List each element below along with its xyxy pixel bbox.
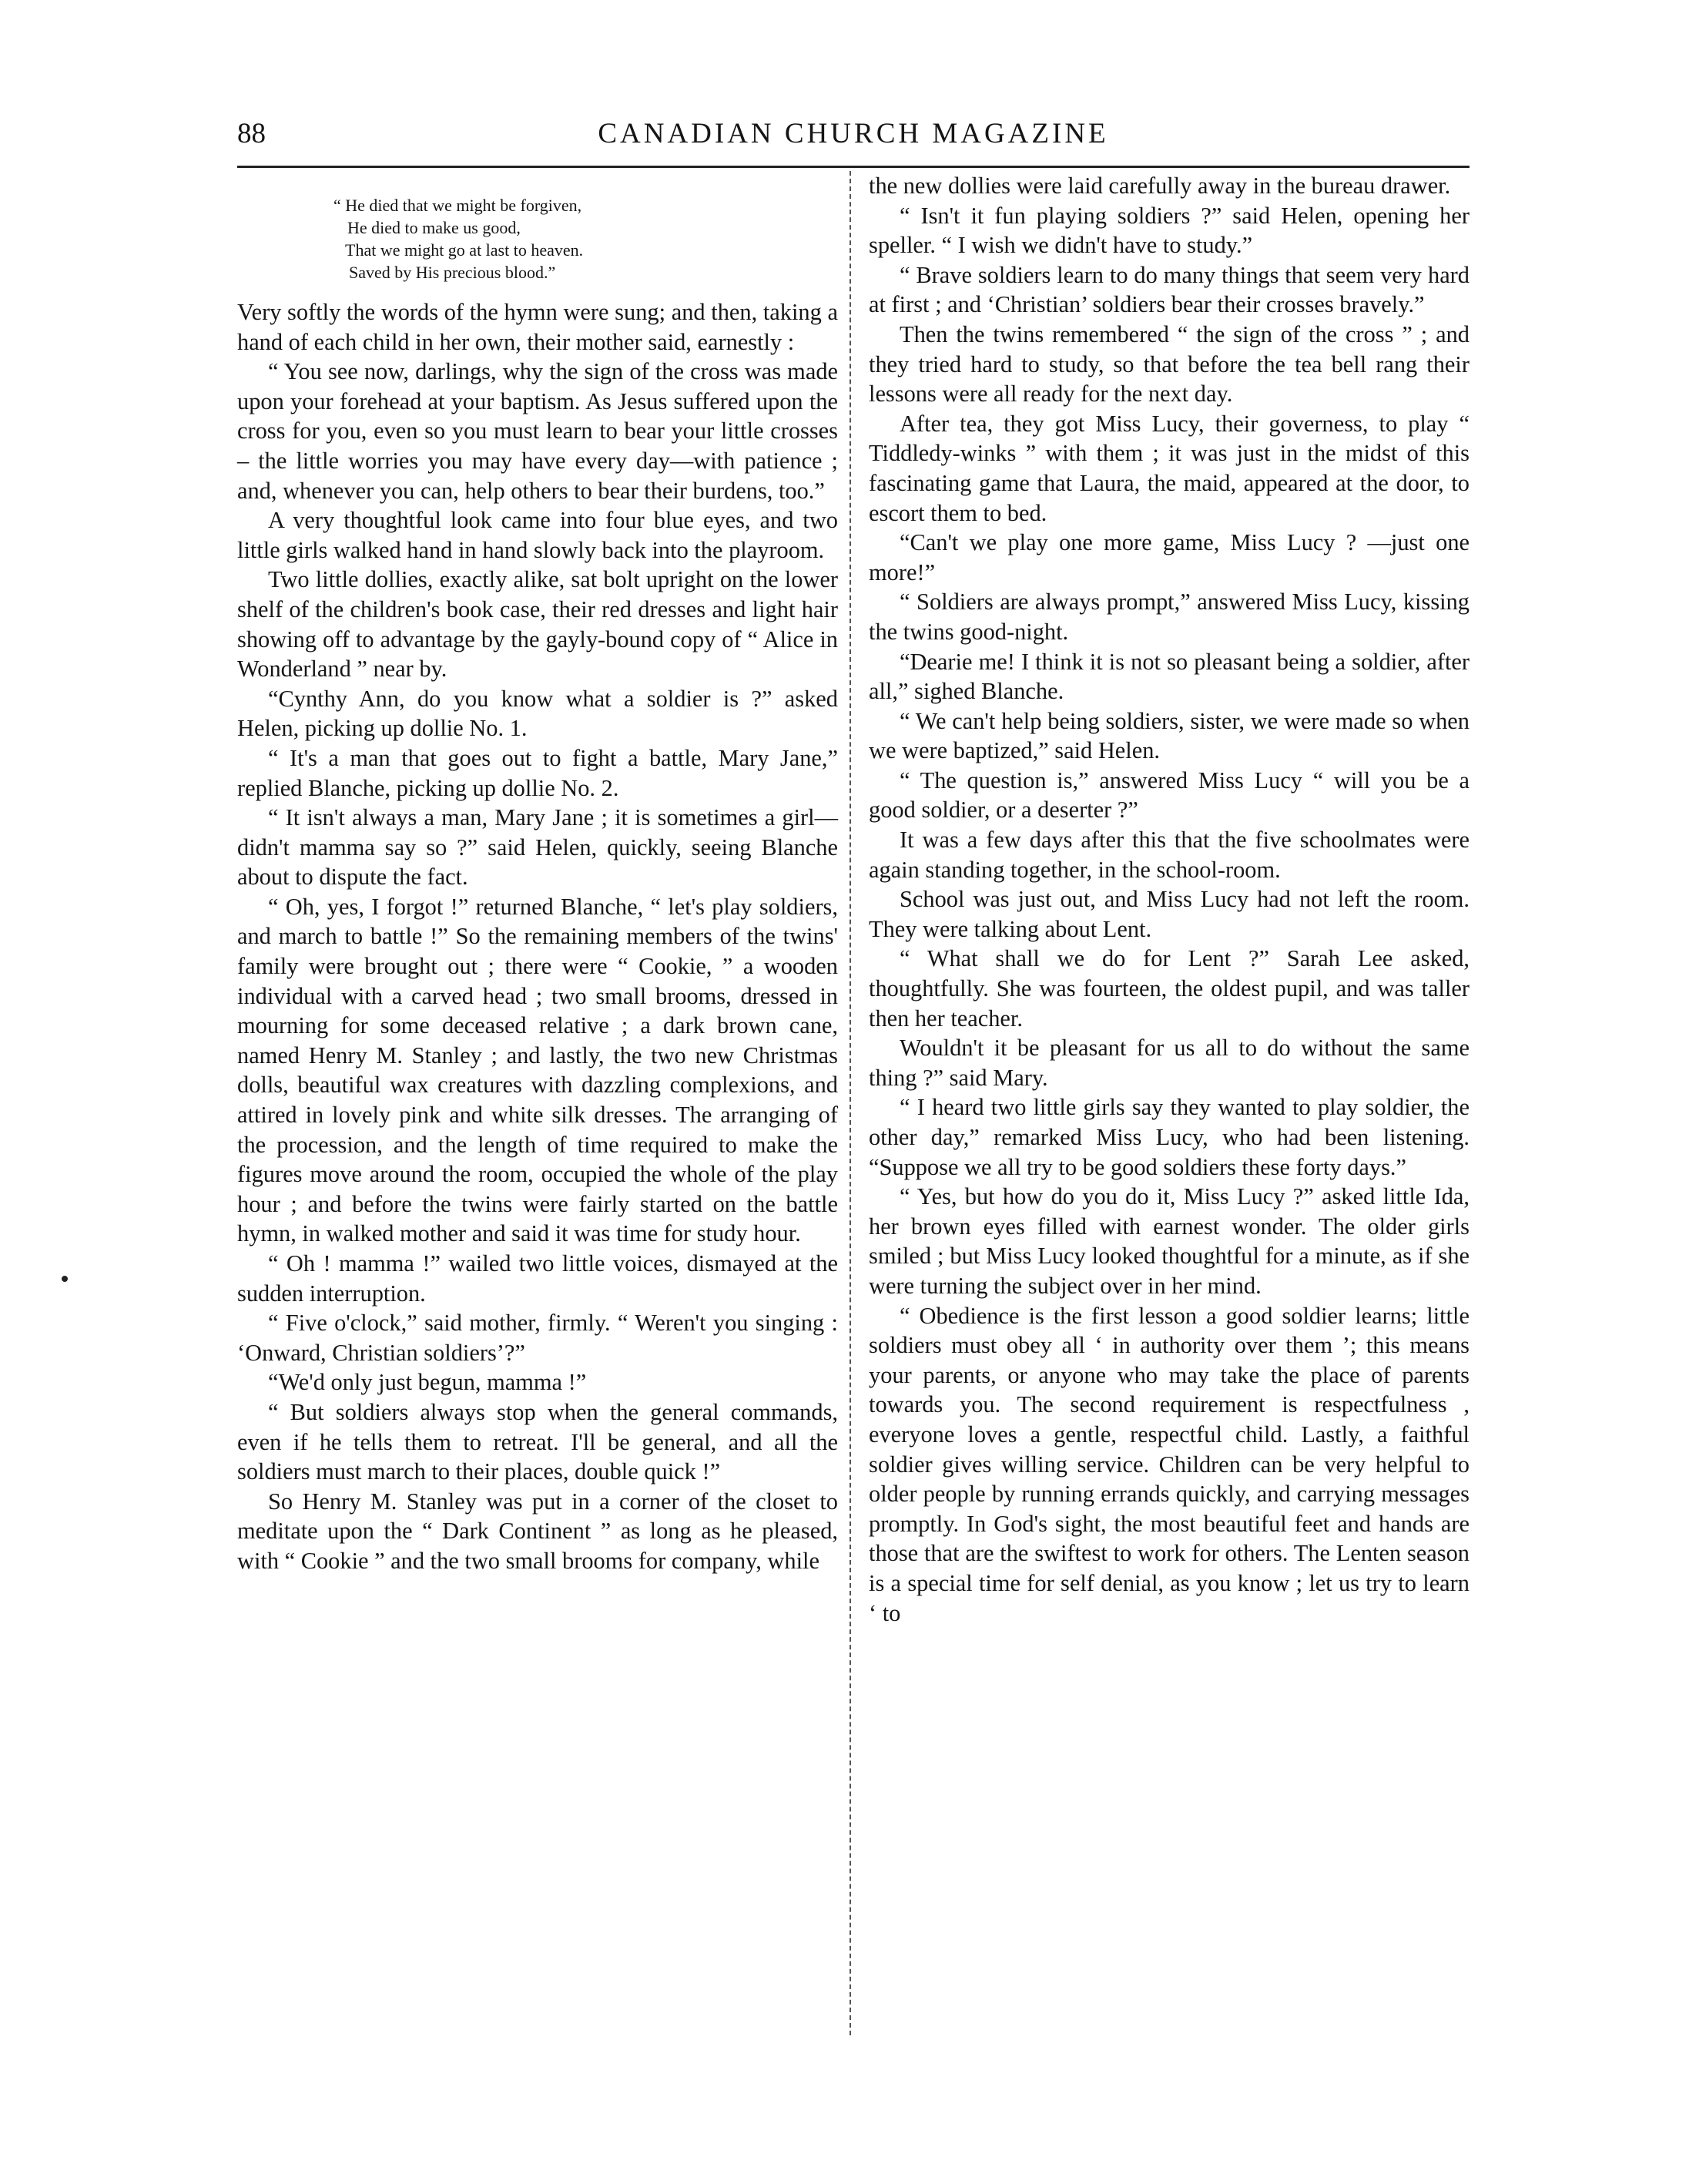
paragraph: “Can't we play one more game, Miss Lucy ? —just one more!” — [869, 529, 1469, 585]
verse-line: That we might go at last to heaven. — [345, 240, 584, 260]
paragraph: “ Brave soldiers learn to do many things that seem very hard at first ; and ‘Christian’ soldiers bear their crosses bravely.” — [869, 261, 1469, 318]
paragraph: “ It's a man that goes out to fight a battle, Mary Jane,” replied Blanche, picking up dollie No. 2. — [237, 744, 838, 801]
paragraph: “ Oh ! mamma !” wailed two little voices, dismayed at the sudden interruption. — [237, 1250, 838, 1307]
paragraph: “ Isn't it fun playing soldiers ?” said Helen, opening her speller. “ I wish we didn't have to study.” — [869, 202, 1469, 259]
paragraph: “ Oh, yes, I forgot !” returned Blanche, “ let's play soldiers, and march to battle !” So the remaining members of the twins' family were brought out ; there were “ Cookie, ” a wooden individual with a carved head ; two small brooms, dressed in mourning for some deceased relative ; a dark brown cane, named Henry M. Stanley ; and lastly, the two new Christmas dolls, beautiful wax creatures with dazzling complexions, and attired in lovely pink and white silk dresses. The arranging of the procession, and the length of time required to make the figures move around the room, occupied the whole of the play hour ; and before the twins were fairly started on the battle hymn, in walked mother and said it was time for study hour. — [237, 893, 838, 1247]
magazine-title: CANADIAN CHURCH MAGAZINE — [598, 118, 1109, 149]
paragraph: “Dearie me! I think it is not so pleasant being a soldier, after all,” sighed Blanche. — [869, 648, 1469, 705]
paragraph: “Cynthy Ann, do you know what a soldier is ?” asked Helen, picking up dollie No. 1. — [237, 685, 838, 742]
paragraph: “ Soldiers are always prompt,” answered Miss Lucy, kissing the twins good-night. — [869, 589, 1469, 645]
paragraph: “ Yes, but how do you do it, Miss Lucy ?” asked little Ida, her brown eyes filled with earnest wonder. The older girls smiled ; but Miss Lucy looked thoughtful for a minute, as if she were turning the subject over in her mind. — [869, 1183, 1469, 1299]
header-rule — [237, 166, 1469, 168]
paragraph: “ Obedience is the first lesson a good soldier learns; little soldiers must obey all ‘ in authority over them ’; this means your parents, or anyone who may take the place of parents towards you. The second requirement is respectfulness , everyone loves a gentle, respectful child. Lastly, a faithful soldier gives willing service. Children can be very helpful to older people by running errands quickly, and carrying messages promptly. In God's sight, the most beautiful feet and hands are those that are the swiftest to work for others. The Lenten season is a special time for self denial, as you know ; let us try to learn ‘ to — [869, 1302, 1469, 1626]
column-divider — [850, 171, 851, 2035]
paragraph: So Henry M. Stanley was put in a corner of the closet to meditate upon the “ Dark Continent ” as long as he pleased, with “ Cookie ” and the two small brooms for company, while — [237, 1488, 838, 1574]
paragraph: “ What shall we do for Lent ?” Sarah Lee asked, thoughtfully. She was fourteen, the oldest pupil, and was taller then her teacher. — [869, 945, 1469, 1032]
paragraph: “ Five o'clock,” said mother, firmly. “ Weren't you singing : ‘Onward, Christian soldiers’?” — [237, 1310, 838, 1366]
paragraph: Very softly the words of the hymn were sung; and then, taking a hand of each child in her own, their mother said, earnestly : — [237, 299, 838, 355]
paragraph: “ You see now, darlings, why the sign of the cross was made upon your forehead at your baptism. As Jesus suffered upon the cross for you, even so you must learn to bear your little crosses – the little worries you may have every day—with patience ; and, whenever you can, help others to bear their burdens, too.” — [237, 358, 838, 504]
paragraph: After tea, they got Miss Lucy, their governess, to play “ Tiddledy-winks ” with them ; it was just in the midst of this fascinating game that Laura, the maid, appeared at the door, to escort them to bed. — [869, 410, 1469, 526]
paragraph: Then the twins remembered “ the sign of the cross ” ; and they tried hard to study, so that before the tea bell rang their lessons were all ready for the next day. — [869, 320, 1469, 408]
paragraph: “ But soldiers always stop when the general commands, even if he tells them to retreat. I'll be general, and all the soldiers must march to their places, double quick !” — [237, 1398, 838, 1485]
paragraph: “We'd only just begun, mamma !” — [268, 1369, 587, 1396]
hymn-verse — [237, 171, 838, 297]
paragraph: Two little dollies, exactly alike, sat bolt upright on the lower shelf of the children's book case, their red dresses and light hair showing off to advantage by the gayly-bound copy of “ Alice in Wonderland ” near by. — [237, 566, 838, 683]
verse-line: Saved by His precious blood.” — [349, 263, 556, 282]
right-column — [869, 171, 1469, 1628]
paragraph: “ We can't help being soldiers, sister, we were made so when we were baptized,” said Helen. — [869, 707, 1469, 764]
verse-line: “ He died that we might be forgiven, — [333, 196, 582, 215]
paragraph: It was a few days after this that the five schoolmates were again standing together, in the school-room. — [869, 827, 1469, 883]
page-header — [237, 117, 1469, 160]
verse-line: He died to make us good, — [347, 218, 521, 237]
paragraph: Wouldn't it be pleasant for us all to do without the same thing ?” said Mary. — [869, 1035, 1469, 1091]
page-number: 88 — [237, 118, 266, 149]
paragraph: the new dollies were laid carefully away in the bureau drawer. — [869, 173, 1451, 199]
paragraph: “ It isn't always a man, Mary Jane ; it is sometimes a girl—didn't mamma say so ?” said Helen, quickly, seeing Blanche about to dispute the fact. — [237, 804, 838, 891]
margin-speck — [62, 1276, 68, 1282]
paragraph: A very thoughtful look came into four blue eyes, and two little girls walked hand in hand slowly back into the playroom. — [237, 507, 838, 563]
paragraph: School was just out, and Miss Lucy had not left the room. They were talking about Lent. — [869, 886, 1469, 942]
left-column — [237, 171, 838, 1576]
paragraph: “ The question is,” answered Miss Lucy “ will you be a good soldier, or a deserter ?” — [869, 767, 1469, 824]
paragraph: “ I heard two little girls say they wanted to play soldier, the other day,” remarked Miss Lucy, who had been listening. “Suppose we all try to be good soldiers these forty days.” — [869, 1094, 1469, 1180]
